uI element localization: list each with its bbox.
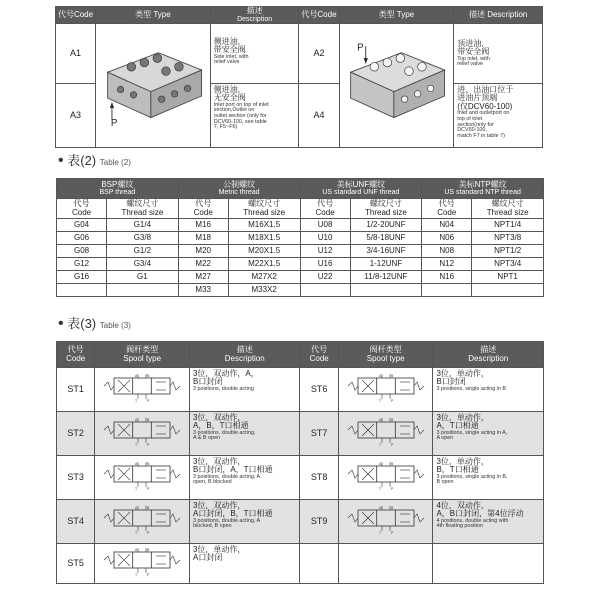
spool-symbol-icon: [100, 416, 184, 446]
t3-desc-en1: 4 positions, double acting with: [436, 517, 509, 524]
t3-row: [57, 500, 544, 544]
t3-desc-en2: B open: [436, 479, 454, 486]
t2-cell: N16: [422, 271, 472, 284]
t2-row: [57, 232, 544, 245]
t1-a1-en1: Side inlet, with: [213, 53, 249, 60]
t2-cell: G06: [57, 232, 107, 245]
t3-desc-en1: 3 positions, single acting in B,: [436, 473, 508, 480]
t3-desc-en2: A & B open: [192, 435, 220, 442]
t1-desc-a4: [454, 84, 543, 148]
t1-desc-a1: [210, 24, 299, 84]
spool-port-b-label: B: [390, 506, 393, 511]
t2-cell: M22: [178, 258, 228, 271]
spool-port-b-label: B: [147, 418, 150, 423]
spool-port-p-label: P: [147, 531, 150, 535]
t2-sub-code: 代号 Code: [300, 199, 350, 219]
t3-desc: [189, 368, 300, 412]
t3-header-desc: 描述 Description: [189, 342, 300, 368]
t3-spool-cell: [338, 544, 433, 584]
t2-sub-size: 螺纹尺寸 Thread size: [350, 199, 422, 219]
t2-cell: U22: [300, 271, 350, 284]
valve-block-illustration: [99, 33, 207, 133]
t3-spool-cell: [95, 456, 190, 500]
t2-cell: G16: [57, 271, 107, 284]
t2-sub-code: 代号 Code: [178, 199, 228, 219]
t3-desc: [189, 412, 300, 456]
t1-a1-en2: relief valve: [213, 59, 240, 66]
t3-header-spool: 阀杆类型 Spool type: [95, 342, 190, 368]
t3-desc-zh2: A口封闭: [192, 553, 223, 563]
spool-port-b-label: B: [147, 374, 150, 379]
t2-group-ntp-zh: 美标NTP螺纹: [458, 179, 507, 189]
t2-cell: M33X2: [228, 284, 300, 297]
section-3-title-zh: 表(3): [67, 316, 97, 331]
t3-desc-en1: 3 positions, double acting, A: [192, 517, 261, 524]
spool-port-a-label: A: [378, 418, 381, 423]
t3-desc: [433, 368, 544, 412]
t1-header-code: 代号Code: [56, 7, 96, 24]
t1-a2-zh2: 带安全阀: [457, 47, 490, 57]
t3-desc-en2: open, B blocked: [192, 479, 232, 486]
spool-symbol-icon: [344, 372, 428, 402]
t3-desc-en1: 3 positions, single acting in B: [436, 385, 506, 392]
t1-code-a4: A4: [299, 84, 339, 148]
t1-valve-image-left: [96, 24, 211, 148]
section-2-title: [58, 150, 131, 170]
spool-port-p-label: P: [147, 399, 150, 403]
t2-cell: G1: [107, 271, 179, 284]
t3-code: ST6: [300, 368, 338, 412]
t3-spool-cell: [338, 456, 433, 500]
t1-code-a3: A3: [56, 84, 96, 148]
t1-header-type-right: 类型 Type: [339, 7, 454, 24]
spool-symbol-icon: [344, 460, 428, 490]
spool-port-b-label: B: [147, 548, 150, 553]
t2-cell: 5/8-18UNF: [350, 232, 422, 245]
t2-cell: G12: [57, 258, 107, 271]
t1-a4-en1: Inlet and outletport on: [457, 110, 510, 117]
spool-port-p-label: P: [390, 531, 393, 535]
t2-cell: [300, 284, 350, 297]
spool-port-t-label: T: [378, 443, 381, 447]
t2-group-unf-en: US standard UNF thread: [322, 189, 400, 197]
t2-cell: G1/2: [107, 245, 179, 258]
spool-port-t-label: T: [378, 399, 381, 403]
t3-desc-en2: 4th floating position: [436, 523, 483, 530]
t2-cell: G04: [57, 219, 107, 232]
section-3-label: Table (3): [99, 321, 131, 330]
t2-group-metric: [178, 179, 300, 199]
t3-code: ST5: [57, 544, 95, 584]
t1-a2-zh1: 顶进油,: [457, 39, 484, 48]
t3-desc-en2: A open: [436, 435, 454, 442]
t1-a3-en2: section,Outlet on: [213, 107, 255, 114]
t3-header-code: 代号 Code: [57, 342, 95, 368]
t3-desc-zh1: 3位，双动作，A，: [192, 369, 259, 378]
section-2-bullet: •: [58, 152, 64, 169]
t2-cell: NPT3/4: [472, 258, 544, 271]
t2-sub-size: 螺纹尺寸 Thread size: [228, 199, 300, 219]
spool-port-t-label: T: [135, 487, 138, 491]
t3-header-code-right: 代号 Code: [300, 342, 338, 368]
spool-port-a-label: A: [378, 506, 381, 511]
t2-cell: M33: [178, 284, 228, 297]
t3-desc-en1: 3 positions, double acting, A: [192, 473, 261, 480]
t1-a4-zh3: (仅DCV60-100): [457, 101, 513, 111]
t2-cell: U08: [300, 219, 350, 232]
t3-desc-zh1: 3位，单动作，: [192, 545, 246, 554]
t3-desc: [189, 544, 300, 584]
table-1: [55, 6, 543, 148]
spool-port-a-label: A: [135, 506, 138, 511]
spool-port-a-label: A: [135, 462, 138, 467]
t2-sub-code: 代号 Code: [57, 199, 107, 219]
t3-spool-cell: [95, 412, 190, 456]
table-2: [56, 178, 544, 297]
t3-desc-zh1: 3位，单动作，: [436, 413, 489, 422]
t3-header-spool-right: 阀杆类型 Spool type: [338, 342, 433, 368]
t2-cell: NPT3/8: [472, 232, 544, 245]
t2-cell: G1/4: [107, 219, 179, 232]
t3-row: [57, 544, 544, 584]
t2-cell: M16: [178, 219, 228, 232]
t1-header-desc-zh: 描述: [246, 6, 263, 16]
t2-cell: NPT1/2: [472, 245, 544, 258]
t2-cell: U16: [300, 258, 350, 271]
t2-group-metric-zh: 公制螺纹: [223, 179, 256, 189]
t3-row: [57, 456, 544, 500]
t3-desc-zh2: B，T口相通: [436, 465, 479, 475]
t3-desc-zh1: 3位，双动作，: [192, 501, 246, 510]
t3-desc-zh2: B口封闭，A，T口相通: [192, 465, 273, 475]
t2-cell: [107, 284, 179, 297]
t1-header-desc-right: 描述 Description: [454, 7, 543, 24]
t2-row: [57, 258, 544, 271]
t3-spool-cell: [95, 500, 190, 544]
spool-port-t-label: T: [378, 487, 381, 491]
spool-port-t-label: T: [378, 531, 381, 535]
spool-port-a-label: A: [135, 418, 138, 423]
t3-desc-zh1: 4位，双动作，: [436, 501, 489, 510]
t2-group-unf-zh: 美标UNF螺纹: [336, 179, 386, 189]
t2-group-ntp-en: US standard NTP thread: [444, 189, 521, 197]
spool-port-b-label: B: [390, 374, 393, 379]
t2-cell: 3/4-16UNF: [350, 245, 422, 258]
t1-a1-zh2: 带安全阀: [213, 45, 246, 55]
section-3-bullet: •: [58, 315, 64, 332]
t1-code-a2: A2: [299, 24, 339, 84]
section-2-title-zh: 表(2): [67, 153, 97, 168]
spool-port-b-label: B: [390, 462, 393, 467]
t1-a4-en5: match F7 in table 7): [457, 132, 505, 139]
t1-a3-zh2: 无安全阀: [213, 93, 246, 103]
t2-sub-code: 代号 Code: [422, 199, 472, 219]
t3-desc: [433, 500, 544, 544]
t2-row: [57, 271, 544, 284]
t1-a3-en3: outlet section (only for: [213, 113, 267, 120]
t2-cell: N12: [422, 258, 472, 271]
spool-symbol-icon: [344, 416, 428, 446]
spool-port-t-label: T: [135, 443, 138, 447]
t2-cell: U10: [300, 232, 350, 245]
t1-a3-en5: 7, F5~F6): [213, 124, 238, 131]
t3-header-desc-right: 描述 Description: [433, 342, 544, 368]
t2-cell: NPT1: [472, 271, 544, 284]
t2-cell: M18: [178, 232, 228, 245]
t3-code: ST9: [300, 500, 338, 544]
t1-a4-zh2: 进油片顶端: [457, 93, 498, 103]
t2-cell: G3/4: [107, 258, 179, 271]
t3-desc: [433, 456, 544, 500]
spool-port-p-label: P: [390, 443, 393, 447]
t1-a3-zh1: 侧进油,: [213, 85, 240, 94]
t3-desc-en1: 3 positions, single acting in A,: [436, 429, 508, 436]
spool-symbol-icon: [100, 372, 184, 402]
t2-row: [57, 245, 544, 258]
t3-desc-zh2: B口封闭: [192, 377, 223, 387]
t1-header-type: 类型 Type: [96, 7, 211, 24]
t1-header-desc: [210, 7, 299, 24]
spool-port-a-label: A: [135, 548, 138, 553]
spool-port-a-label: A: [378, 374, 381, 379]
t2-cell: M16X1.5: [228, 219, 300, 232]
t2-cell: 11/8-12UNF: [350, 271, 422, 284]
t3-spool-cell: [338, 368, 433, 412]
spool-port-b-label: B: [147, 462, 150, 467]
spool-port-p-label: P: [147, 573, 150, 577]
t3-code: ST3: [57, 456, 95, 500]
t3-desc-zh2: A，T口相通: [436, 421, 479, 431]
t1-a2-en2: relief valve: [457, 61, 483, 68]
t1-valve-image-right: [339, 24, 454, 148]
t2-cell: M27: [178, 271, 228, 284]
t3-spool-cell: [338, 500, 433, 544]
t3-row: [57, 368, 544, 412]
t2-cell: M20X1.5: [228, 245, 300, 258]
t3-desc-zh2: A，B口封闭，第4位浮动: [436, 509, 524, 519]
t1-a4-en4: DCV60-100,: [457, 127, 487, 134]
valve-port-p-label-right: P: [357, 42, 364, 54]
t3-desc-zh1: 3位，单动作，: [436, 369, 489, 378]
t3-desc-zh2: B口封闭: [436, 377, 466, 387]
t1-a2-en1: Top inlet, with: [457, 55, 490, 62]
t3-code: ST8: [300, 456, 338, 500]
t1-a4-en3: section(only for: [457, 121, 494, 128]
t3-code: ST4: [57, 500, 95, 544]
t3-desc: [189, 456, 300, 500]
t2-cell: N06: [422, 232, 472, 245]
table-3: [56, 341, 544, 584]
t2-row: [57, 219, 544, 232]
spool-port-b-label: B: [390, 418, 393, 423]
t3-code: ST1: [57, 368, 95, 412]
spool-symbol-icon: [100, 546, 184, 576]
t1-desc-a3: [210, 84, 299, 148]
section-3-title: [58, 313, 131, 333]
spool-port-p-label: P: [147, 487, 150, 491]
t2-cell: M27X2: [228, 271, 300, 284]
t1-a4-en2: top of inlet: [457, 115, 483, 122]
spool-symbol-icon: [100, 460, 184, 490]
t3-desc: [433, 544, 544, 584]
t1-a1-zh1: 侧进油,: [213, 37, 240, 46]
t2-cell: M20: [178, 245, 228, 258]
t3-spool-cell: [95, 368, 190, 412]
t3-desc-zh1: 3位，单动作，: [436, 457, 489, 466]
t2-group-metric-en: Metric thread: [218, 189, 260, 197]
t2-cell: 1-12UNF: [350, 258, 422, 271]
t2-cell: NPT1/4: [472, 219, 544, 232]
spool-port-p-label: P: [390, 399, 393, 403]
t3-code: [300, 544, 338, 584]
t3-desc-zh1: 3位，双动作，: [192, 457, 246, 466]
t1-header-desc-en: Description: [237, 15, 273, 23]
t3-desc-zh2: A口封闭，B，T口相通: [192, 509, 273, 519]
t2-cell: M22X1.5: [228, 258, 300, 271]
spool-symbol-icon: [344, 504, 428, 534]
t3-desc-en2: blocked, B open: [192, 523, 232, 530]
valve-block-illustration-right: [342, 33, 450, 133]
t3-desc-zh1: 3位，双动作，: [192, 413, 246, 422]
t1-a3-en1: Inlet port on top of inlet: [213, 101, 269, 108]
spool-port-p-label: P: [390, 487, 393, 491]
t2-cell: U12: [300, 245, 350, 258]
t2-cell: N04: [422, 219, 472, 232]
t1-header-code-right: 代号Code: [299, 7, 339, 24]
t2-cell: [57, 284, 107, 297]
spool-port-t-label: T: [135, 399, 138, 403]
t2-cell: [350, 284, 422, 297]
spool-port-a-label: A: [135, 374, 138, 379]
t3-desc: [433, 412, 544, 456]
t3-desc-zh2: A，B，T口相通: [192, 421, 249, 431]
t2-cell: [422, 284, 472, 297]
t2-cell: M18X1.5: [228, 232, 300, 245]
t1-a3-en4: DCV60-100, see table: [213, 118, 267, 125]
t2-group-bsp-en: BSP thread: [99, 189, 136, 197]
t3-code: ST2: [57, 412, 95, 456]
t2-group-bsp: [57, 179, 179, 199]
t2-sub-size: 螺纹尺寸 Thread size: [472, 199, 544, 219]
t1-a4-zh1: 进、出油口位于: [457, 85, 514, 94]
t3-desc: [189, 500, 300, 544]
t1-code-a1: A1: [56, 24, 96, 84]
t2-cell: [472, 284, 544, 297]
spool-port-b-label: B: [147, 506, 150, 511]
valve-port-p-label: P: [110, 118, 118, 130]
t2-cell: N08: [422, 245, 472, 258]
t3-spool-cell: [338, 412, 433, 456]
spool-port-t-label: T: [135, 531, 138, 535]
spool-symbol-icon: [100, 504, 184, 534]
spool-port-t-label: T: [135, 573, 138, 577]
t3-desc-en1: 3 positions, double acting: [192, 385, 254, 392]
t2-group-unf: [300, 179, 422, 199]
t3-spool-cell: [95, 544, 190, 584]
t2-cell: G3/8: [107, 232, 179, 245]
t2-cell: 1/2-20UNF: [350, 219, 422, 232]
section-2-label: Table (2): [99, 158, 131, 167]
t1-desc-a2: [454, 24, 543, 84]
t3-code: ST7: [300, 412, 338, 456]
t2-group-ntp: [422, 179, 544, 199]
spool-port-a-label: A: [378, 462, 381, 467]
t2-subheader-row: [57, 199, 544, 219]
t2-group-bsp-zh: BSP螺纹: [101, 179, 134, 189]
t2-row: [57, 284, 544, 297]
t2-cell: G08: [57, 245, 107, 258]
t3-row: [57, 412, 544, 456]
spool-port-p-label: P: [147, 443, 150, 447]
t2-sub-size: 螺纹尺寸 Thread size: [107, 199, 179, 219]
t3-desc-en1: 3 positions, double acting,: [192, 429, 256, 436]
